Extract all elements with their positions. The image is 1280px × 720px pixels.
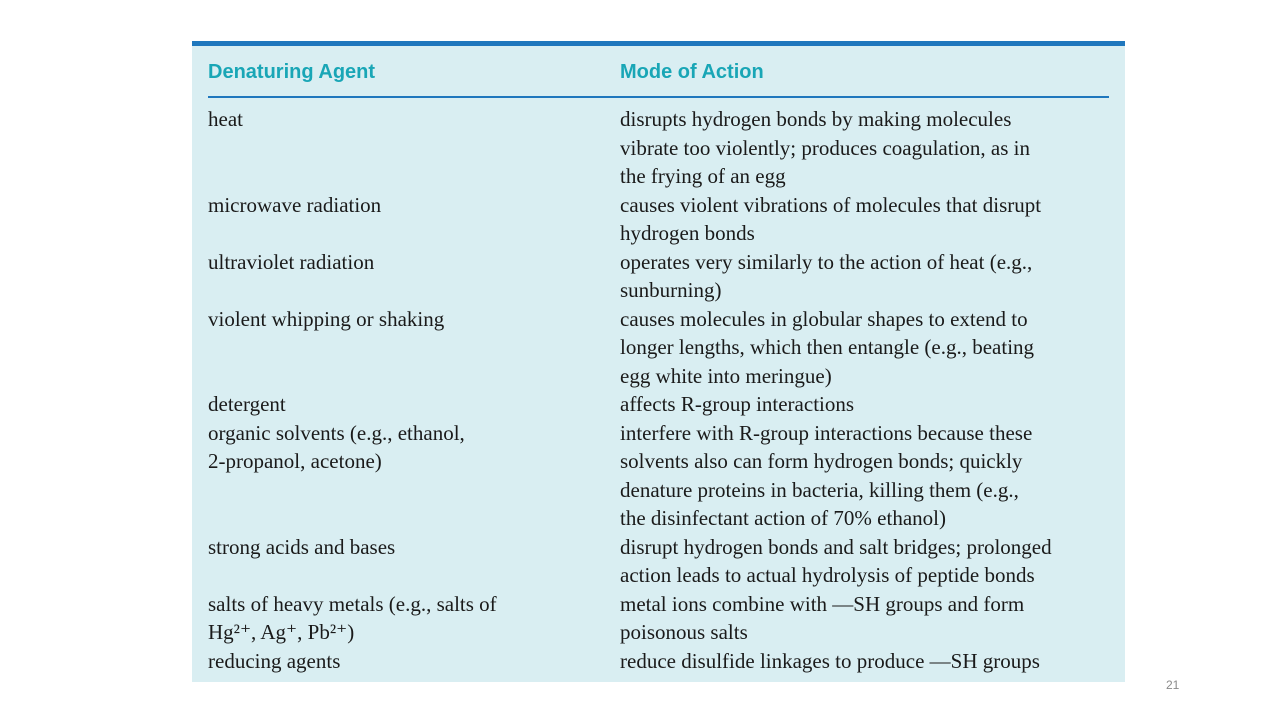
agent-cell [208, 105, 608, 134]
mode-line: vibrate too violently; produces coagulation, as in [620, 135, 1030, 160]
table-row [192, 590, 1125, 647]
mode-cell [620, 419, 1115, 533]
table-row [192, 248, 1125, 305]
header-divider [208, 96, 1109, 98]
table-row [192, 533, 1125, 590]
agent-cell [208, 533, 608, 562]
table-row [192, 105, 1125, 191]
mode-line: affects R-group interactions [620, 392, 855, 416]
mode-line: disrupts hydrogen bonds by making molecules [620, 107, 1012, 131]
agent-cell [208, 390, 608, 419]
agent-line: strong acids and bases [208, 534, 396, 559]
header-mode-of-action: Mode of Action [620, 61, 764, 83]
agent-line: heat [208, 107, 243, 131]
agent-cell [208, 191, 608, 220]
mode-line: poisonous salts [620, 620, 748, 644]
table-row [192, 390, 1125, 419]
agent-line: salts of heavy metals (e.g., salts of [208, 591, 497, 616]
mode-line: solvents also can form hydrogen bonds; quickly [620, 449, 1023, 473]
agent-line: organic solvents (e.g., ethanol, [208, 420, 465, 445]
mode-cell [620, 305, 1115, 391]
mode-line: operates very similarly to the action of heat (e.g., [620, 249, 1033, 274]
agent-line: 2-propanol, acetone) [208, 449, 382, 473]
mode-line: reduce disulfide linkages to produce —SH groups [620, 648, 1040, 673]
table-row [192, 419, 1125, 533]
mode-cell [620, 105, 1115, 191]
agent-cell [208, 419, 608, 476]
mode-line: action leads to actual hydrolysis of peptide bonds [620, 563, 1035, 587]
mode-line: egg white into meringue) [620, 363, 832, 388]
mode-line: causes violent vibrations of molecules that disrupt [620, 192, 1042, 217]
agent-cell [208, 305, 608, 334]
table-header [192, 61, 1125, 91]
mode-line: the disinfectant action of 70% ethanol) [620, 506, 946, 530]
denaturing-agents-table [192, 41, 1125, 682]
mode-cell [620, 647, 1115, 676]
agent-cell [208, 248, 608, 277]
header-denaturing-agent: Denaturing Agent [208, 61, 376, 83]
mode-line: denature proteins in bacteria, killing them (e.g., [620, 477, 1019, 502]
mode-line: metal ions combine with —SH groups and form [620, 591, 1025, 616]
agent-line: detergent [208, 392, 286, 416]
mode-line: interfere with R-group interactions because these [620, 420, 1033, 445]
mode-line: causes molecules in globular shapes to extend to [620, 306, 1028, 331]
table-row [192, 647, 1125, 676]
mode-cell [620, 533, 1115, 590]
table-row [192, 305, 1125, 391]
mode-line: disrupt hydrogen bonds and salt bridges; prolonged [620, 534, 1052, 559]
agent-cell [208, 590, 608, 647]
agent-line: microwave radiation [208, 192, 382, 217]
mode-line: the frying of an egg [620, 164, 786, 188]
agent-line: Hg²⁺, Ag⁺, Pb²⁺) [208, 620, 355, 644]
mode-line: sunburning) [620, 278, 722, 302]
mode-cell [620, 590, 1115, 647]
agent-line: ultraviolet radiation [208, 249, 375, 274]
mode-cell [620, 191, 1115, 248]
mode-cell [620, 248, 1115, 305]
agent-cell [208, 647, 608, 676]
agent-line: reducing agents [208, 648, 341, 673]
mode-cell [620, 390, 1115, 419]
slide-page-number: 21 [1166, 678, 1180, 692]
agent-line: violent whipping or shaking [208, 306, 445, 331]
mode-line: longer lengths, which then entangle (e.g., beating [620, 335, 1035, 359]
table-row [192, 191, 1125, 248]
mode-line: hydrogen bonds [620, 221, 755, 245]
table-body [192, 105, 1125, 675]
